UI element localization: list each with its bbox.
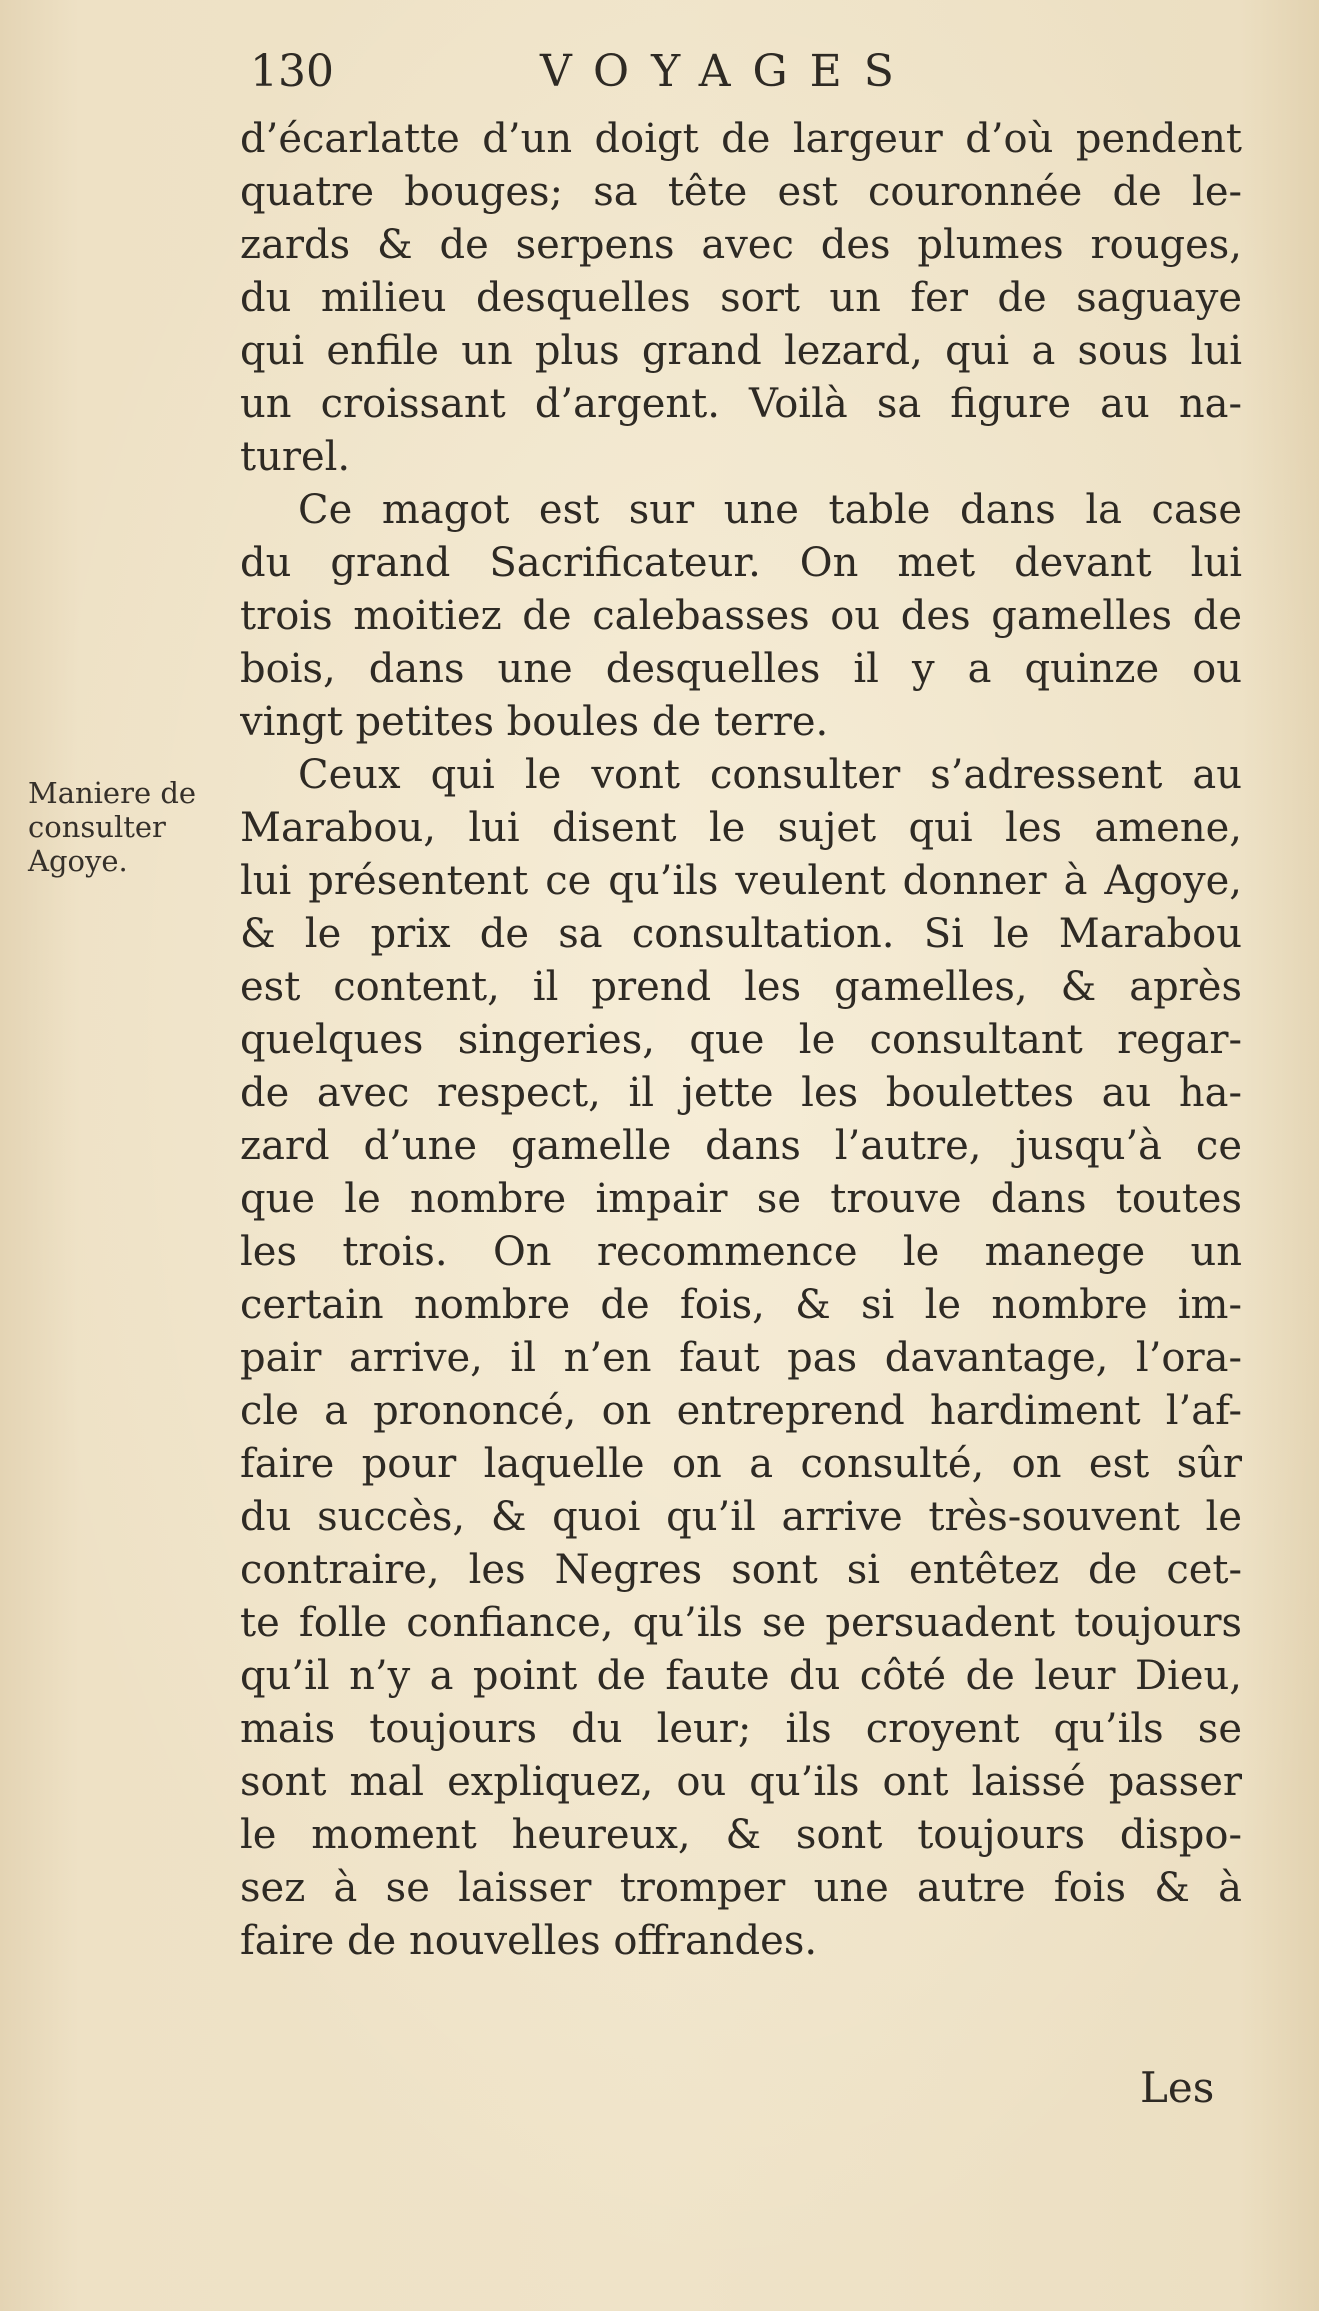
text-line: quelques singeries, que le consultant regar- bbox=[240, 1017, 1242, 1063]
body-text bbox=[240, 113, 1242, 1968]
text-line: sont mal expliquez, ou qu’ils ont laissé passer bbox=[240, 1759, 1242, 1805]
text-line: bois, dans une desquelles il y a quinze ou bbox=[240, 646, 1242, 692]
text-line: qui enfile un plus grand lezard, qui a sous lui bbox=[240, 328, 1242, 374]
text-line: le moment heureux, & sont toujours dispo- bbox=[240, 1812, 1242, 1858]
margin-note-line: Agoye. bbox=[28, 844, 128, 878]
text-line: cle a prononcé, on entreprend hardiment l’af- bbox=[240, 1388, 1242, 1434]
text-line: que le nombre impair se trouve dans toutes bbox=[240, 1176, 1242, 1222]
text-line: lui présentent ce qu’ils veulent donner à Agoye, bbox=[240, 858, 1242, 904]
text-line: faire de nouvelles offrandes. bbox=[240, 1918, 818, 1964]
text-line: un croissant d’argent. Voilà sa figure au na- bbox=[240, 381, 1242, 427]
text-line: d’écarlatte d’un doigt de largeur d’où pendent bbox=[240, 116, 1242, 162]
text-line: du milieu desquelles sort un fer de saguaye bbox=[240, 275, 1242, 321]
text-line: zard d’une gamelle dans l’autre, jusqu’à ce bbox=[240, 1123, 1242, 1169]
text-line: & le prix de sa consultation. Si le Marabou bbox=[240, 911, 1242, 957]
text-line: quatre bouges; sa tête est couronnée de le- bbox=[240, 169, 1242, 215]
text-line: de avec respect, il jette les boulettes au ha- bbox=[240, 1070, 1242, 1116]
text-line: trois moitiez de calebasses ou des gamelles de bbox=[240, 593, 1242, 639]
text-line: contraire, les Negres sont si entêtez de cet- bbox=[240, 1547, 1242, 1593]
text-line: turel. bbox=[240, 434, 351, 480]
running-title: VOYAGES bbox=[540, 46, 916, 97]
text-line: vingt petites boules de terre. bbox=[240, 699, 829, 745]
margin-note bbox=[28, 776, 238, 878]
running-head bbox=[250, 44, 990, 100]
margin-note-line: consulter bbox=[28, 810, 166, 844]
text-line: du succès, & quoi qu’il arrive très-souvent le bbox=[240, 1494, 1242, 1540]
text-line: mais toujours du leur; ils croyent qu’ils se bbox=[240, 1706, 1242, 1752]
text-line: te folle confiance, qu’ils se persuadent toujours bbox=[240, 1600, 1242, 1646]
text-line: sez à se laisser tromper une autre fois & à bbox=[240, 1865, 1242, 1911]
text-line: qu’il n’y a point de faute du côté de leur Dieu, bbox=[240, 1653, 1242, 1699]
text-line: Marabou, lui disent le sujet qui les amene, bbox=[240, 805, 1242, 851]
text-line: est content, il prend les gamelles, & après bbox=[240, 964, 1242, 1010]
text-line: Ce magot est sur une table dans la case bbox=[298, 487, 1242, 533]
text-line: pair arrive, il n’en faut pas davantage, l’ora- bbox=[240, 1335, 1242, 1381]
text-line: faire pour laquelle on a consulté, on est sûr bbox=[240, 1441, 1242, 1487]
text-line: zards & de serpens avec des plumes rouges, bbox=[240, 222, 1242, 268]
text-line: du grand Sacrificateur. On met devant lui bbox=[240, 540, 1242, 586]
margin-note-line: Maniere de bbox=[28, 776, 197, 810]
page-number: 130 bbox=[250, 46, 334, 97]
text-line: certain nombre de fois, & si le nombre im- bbox=[240, 1282, 1242, 1328]
text-line: Ceux qui le vont consulter s’adressent au bbox=[298, 752, 1242, 798]
catchword: Les bbox=[1140, 2063, 1215, 2112]
text-line: les trois. On recommence le manege un bbox=[240, 1229, 1242, 1275]
